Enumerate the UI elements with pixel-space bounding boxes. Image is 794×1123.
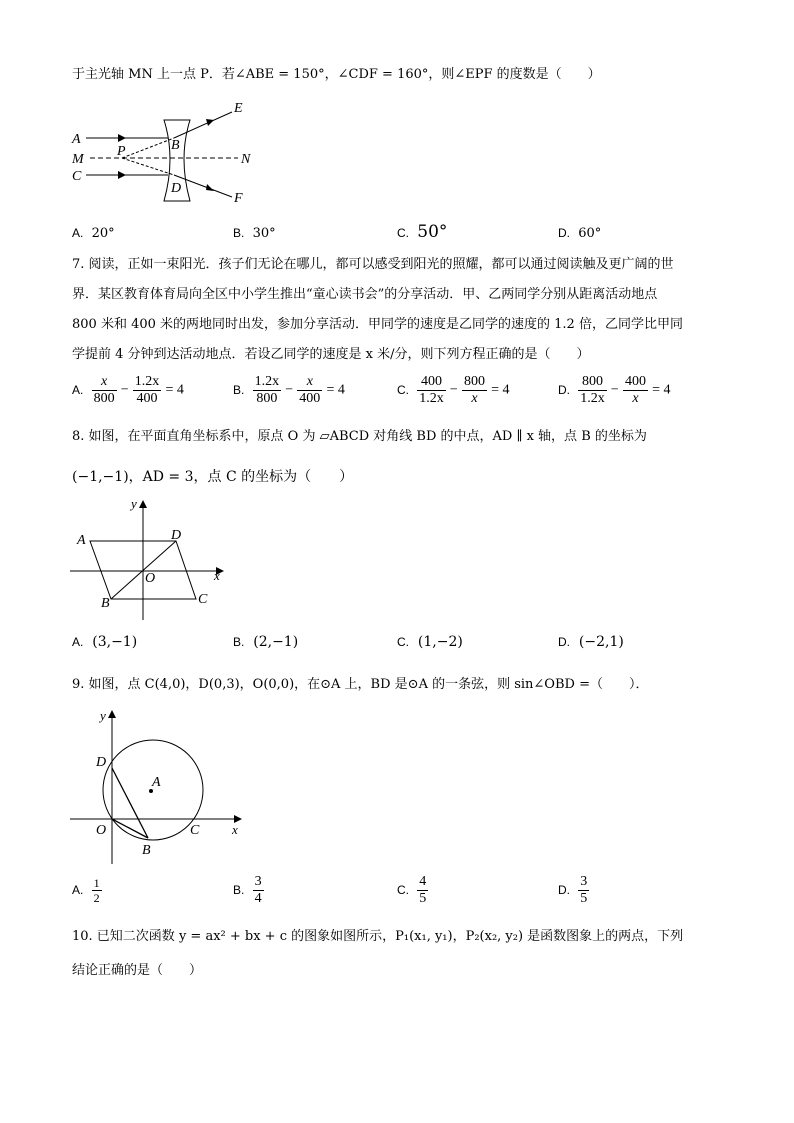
q7-option-b[interactable]: B. $\frac{1.2x}{800}$ − $\frac{x}{400}$ = 4	[233, 374, 345, 406]
q7-option-a[interactable]: A. $\frac{x}{800}$ − $\frac{1.2x}{400}$ = 4	[72, 374, 184, 406]
q9-a-frac: $\frac{1}{2}$	[93, 876, 100, 905]
q7-c-frac-1: $\frac{400}{1.2x}$	[419, 374, 444, 406]
q6-stem-line: 于主光轴 MN 上一点 P．若∠ABE = 150°，∠CDF = 160°，则∠EPF 的度数是（ ）	[72, 67, 601, 82]
q8-label-B: B	[101, 596, 110, 611]
q6-label-D: D	[171, 181, 182, 196]
q9-d-frac: $\frac{3}{5}$	[580, 874, 588, 906]
q8-option-c[interactable]: C. (1,−2)	[397, 634, 463, 650]
q6-option-d[interactable]: D. 60°	[558, 226, 602, 241]
q8-label-A: A	[77, 533, 86, 548]
q7-d-frac-1: $\frac{800}{1.2x}$	[580, 374, 605, 406]
q7-b-frac-1: $\frac{1.2x}{800}$	[254, 374, 280, 406]
q9-option-b[interactable]: B. $\frac{3}{4}$	[233, 874, 262, 906]
q6-label-B: B	[171, 138, 180, 153]
q9-label-C: C	[190, 823, 200, 838]
q6-label-C: C	[72, 169, 82, 184]
q8-parallelogram-figure	[66, 494, 236, 624]
q8-label-y: y	[131, 496, 137, 511]
q9-label-B: B	[142, 843, 151, 858]
q8-option-b[interactable]: B. (2,−1)	[233, 634, 299, 650]
q6-label-N: N	[241, 152, 251, 167]
q9-circle-figure	[66, 706, 256, 866]
q7-line-1: 7. 阅读，正如一束阳光．孩子们无论在哪儿，都可以感受到阳光的照耀，都可以通过阅读触及更广阔的世	[72, 257, 674, 272]
q9-label-D: D	[96, 755, 107, 770]
q7-line-4: 学提前 4 分钟到达活动地点．若设乙同学的速度是 x 米/分，则下列方程正确的是（ ）	[72, 347, 590, 362]
q7-line-2: 界．某区教育体育局向全区中小学生推出“童心读书会”的分享活动．甲、乙两同学分别从距离活动地点	[72, 287, 658, 302]
q9-option-a[interactable]: A. $\frac{1}{2}$	[72, 876, 100, 905]
q7-line-3: 800 米和 400 米的两地同时出发，参加分享活动．甲同学的速度是乙同学的速度的 1.2 倍，乙同学比甲同	[72, 317, 683, 332]
q8-option-a[interactable]: A. (3,−1)	[72, 634, 138, 650]
q8-line-2: (−1,−1)，AD = 3，点 C 的坐标为（ ）	[72, 469, 354, 485]
q10-line-1: 10. 已知二次函数 y = ax² + bx + c 的图象如图所示，P₁(x₁, y₁)，P₂(x₂, y₂) 是函数图象上的两点，下列	[72, 929, 684, 944]
q9-label-x: x	[232, 822, 238, 837]
q10-line-2: 结论正确的是（ ）	[72, 963, 203, 978]
q9-b-frac: $\frac{3}{4}$	[254, 874, 262, 906]
q6-option-b[interactable]: B. 30°	[233, 226, 276, 241]
q8-label-C: C	[198, 592, 208, 607]
q6-label-P: P	[117, 144, 126, 159]
q9-c-frac: $\frac{4}{5}$	[419, 874, 427, 906]
q8-label-O: O	[145, 571, 156, 586]
q9-label-O: O	[96, 823, 107, 838]
q6-option-c[interactable]: C. 50°	[397, 222, 448, 242]
q9-label-y: y	[100, 708, 106, 723]
q9-option-d[interactable]: D. $\frac{3}{5}$	[558, 874, 588, 906]
q6-lens-figure	[66, 100, 266, 208]
q9-label-A: A	[152, 775, 161, 790]
q8-line-1: 8. 如图，在平面直角坐标系中，原点 O 为 ▱ABCD 对角线 BD 的中点，AD ∥ x 轴，点 B 的坐标为	[72, 429, 647, 444]
q8-option-d[interactable]: D. (−2,1)	[558, 634, 624, 650]
q7-c-frac-2: $\frac{800}{x}$	[463, 374, 485, 406]
q8-label-x: x	[214, 568, 220, 583]
q7-d-frac-2: $\frac{400}{x}$	[624, 374, 646, 406]
q6-option-a[interactable]: A. 20°	[72, 226, 115, 241]
q6-label-F: F	[234, 191, 243, 206]
q7-b-frac-2: $\frac{x}{400}$	[299, 374, 321, 406]
q9-option-c[interactable]: C. $\frac{4}{5}$	[397, 874, 427, 906]
q7-option-c[interactable]: C. $\frac{400}{1.2x}$ − $\frac{800}{x}$ = 4	[397, 374, 510, 406]
q6-label-A: A	[72, 132, 81, 147]
q7-a-frac-1: $\frac{x}{800}$	[93, 374, 115, 406]
q6-label-E: E	[234, 101, 243, 116]
q6-label-M: M	[72, 152, 84, 167]
q9-line-1: 9. 如图，点 C(4,0)，D(0,3)，O(0,0)，在⊙A 上，BD 是⊙A 的一条弦，则 sin∠OBD =（ ）．	[72, 677, 649, 692]
q8-label-D: D	[171, 528, 182, 543]
q7-a-frac-2: $\frac{1.2x}{400}$	[134, 374, 160, 406]
q7-option-d[interactable]: D. $\frac{800}{1.2x}$ − $\frac{400}{x}$ = 4	[558, 374, 671, 406]
